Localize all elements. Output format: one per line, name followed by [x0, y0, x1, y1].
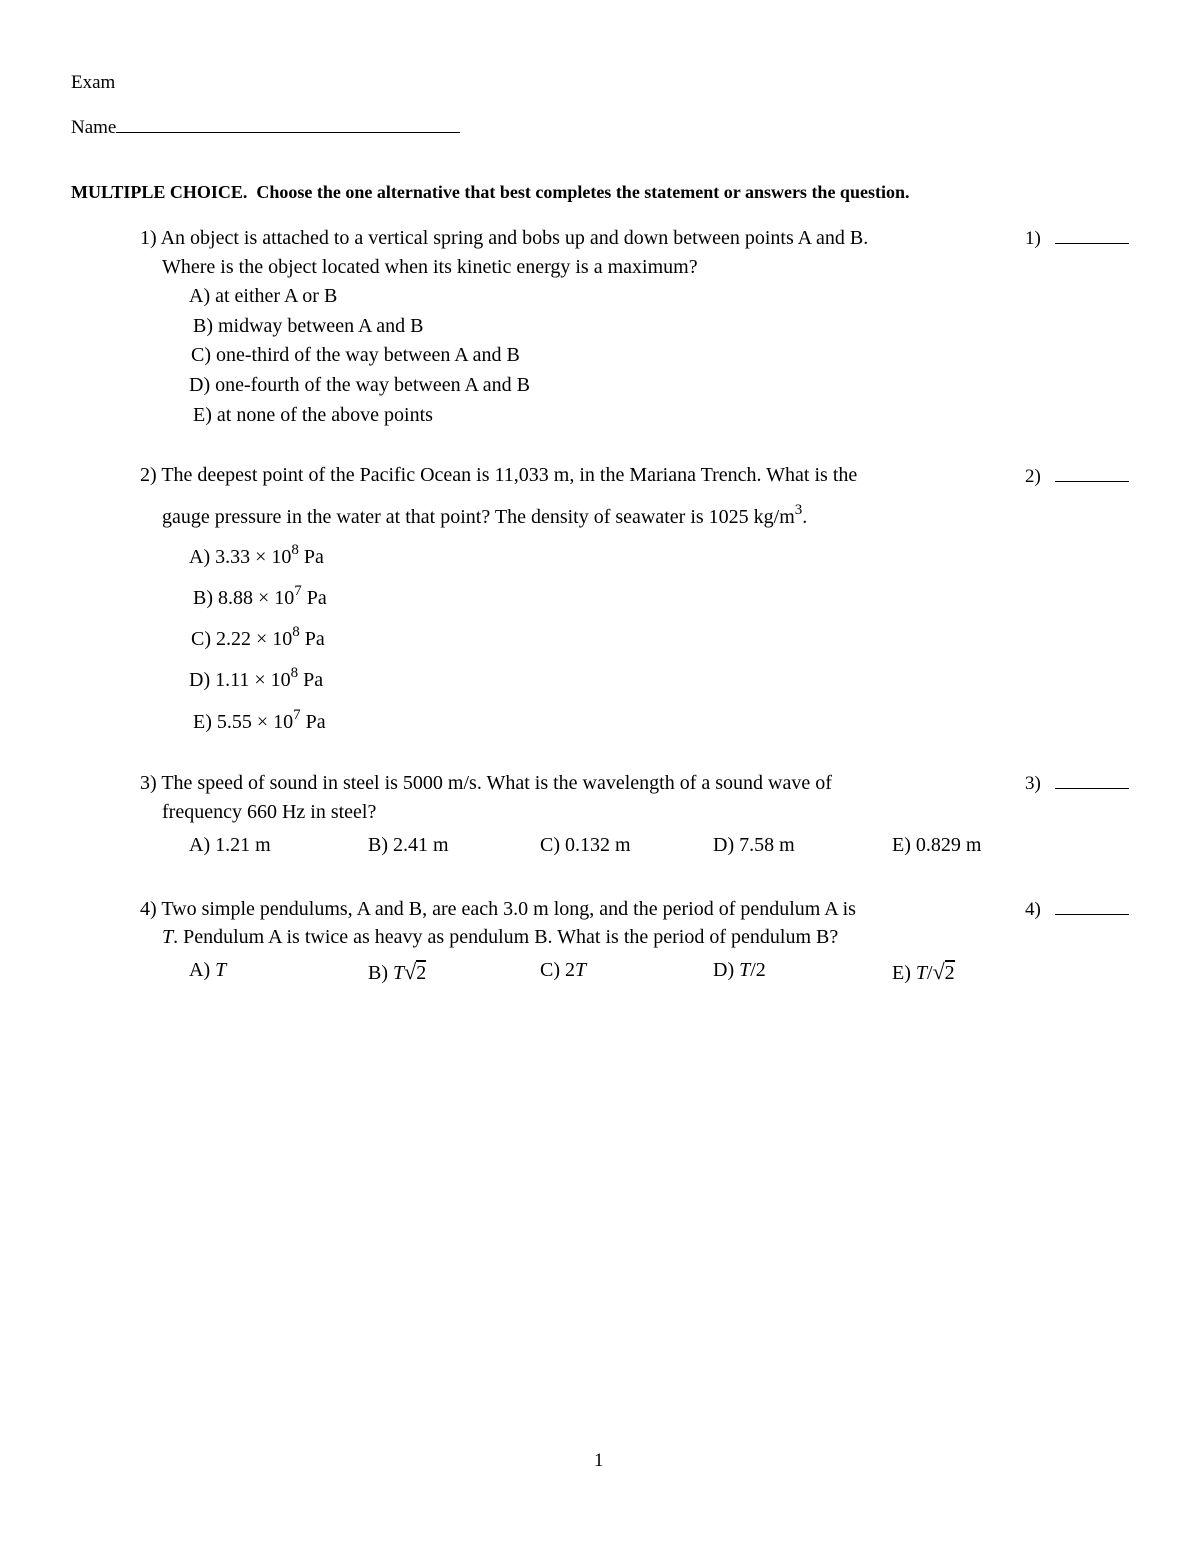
option[interactable]: C) 0.132 m: [540, 834, 631, 856]
question-2-line-2: gauge pressure in the water at that point? The density of seawater is 1025 $kg/m^3$.: [162, 502, 808, 528]
question-2-line-1: [140, 464, 857, 487]
option[interactable]: D) $1.11 \times 10^8$ Pa: [189, 665, 324, 691]
answer-number: 2): [1025, 466, 1041, 487]
question-number: 2): [140, 464, 157, 486]
sqrt-symbol: √2: [404, 959, 427, 984]
answer-slot-4[interactable]: [1025, 899, 1129, 921]
answer-number: 3): [1025, 773, 1041, 794]
option[interactable]: C) one-third of the way between A and B: [191, 344, 520, 366]
option[interactable]: E) T/√2: [892, 959, 955, 984]
question-1-line-2: Where is the object located when its kinetic energy is a maximum?: [162, 256, 698, 278]
answer-blank[interactable]: [1055, 774, 1129, 789]
exam-label: Exam: [71, 72, 116, 93]
page-number: 1: [594, 1450, 604, 1471]
question-3-line-1: [140, 772, 832, 795]
section-title: MULTIPLE CHOICE.: [71, 182, 248, 202]
option[interactable]: E) $5.55 \times 10^7$ Pa: [193, 707, 326, 733]
instructions-text: Choose the one alternative that best completes the statement or answers the question.: [256, 182, 910, 202]
name-field: [71, 114, 460, 139]
option[interactable]: B) midway between A and B: [193, 315, 424, 337]
answer-slot-1[interactable]: [1025, 228, 1129, 250]
name-label: Name: [71, 117, 117, 138]
option[interactable]: E) 0.829 m: [892, 834, 982, 856]
option[interactable]: B) 2.41 m: [368, 834, 449, 856]
question-4-line-2: T. Pendulum A is twice as heavy as pendulum B. What is the period of pendulum B?: [162, 926, 839, 948]
option[interactable]: D) T/2: [713, 959, 766, 981]
answer-blank[interactable]: [1055, 900, 1129, 915]
option[interactable]: A) at either A or B: [189, 285, 338, 307]
question-stem: Two simple pendulums, A and B, are each 3.0 m long, and the period of pendulum A is: [161, 898, 856, 920]
option[interactable]: A) $3.33 \times 10^8$ Pa: [189, 542, 324, 568]
question-stem: An object is attached to a vertical spring and bobs up and down between points A and B.: [160, 227, 869, 249]
question-number: 3): [140, 772, 157, 794]
option[interactable]: A) 1.21 m: [189, 834, 271, 856]
option[interactable]: D) one-fourth of the way between A and B: [189, 374, 531, 396]
question-1-line-1: [140, 227, 868, 250]
question-number: 4): [140, 898, 157, 920]
option[interactable]: C) $2.22 \times 10^8$ Pa: [191, 624, 325, 650]
question-number: 1): [140, 227, 157, 249]
answer-blank[interactable]: [1055, 467, 1129, 482]
name-blank-line[interactable]: [116, 114, 460, 133]
question-4-line-1: [140, 898, 856, 921]
answer-number: 1): [1025, 228, 1041, 249]
answer-slot-3[interactable]: [1025, 773, 1129, 795]
answer-blank[interactable]: [1055, 229, 1129, 244]
option[interactable]: A) T: [189, 959, 227, 981]
answer-slot-2[interactable]: [1025, 466, 1129, 488]
option[interactable]: C) 2T: [540, 959, 587, 981]
option[interactable]: E) at none of the above points: [193, 404, 433, 426]
section-instructions: [71, 182, 909, 203]
question-stem: The speed of sound in steel is 5000 m/s. What is the wavelength of a sound wave of: [161, 772, 832, 794]
answer-number: 4): [1025, 899, 1041, 920]
question-stem: The deepest point of the Pacific Ocean is 11,033 m, in the Mariana Trench. What is the: [161, 464, 858, 486]
option[interactable]: B) $8.88 \times 10^7$ Pa: [193, 583, 327, 609]
option[interactable]: B) T√2: [368, 959, 427, 984]
option[interactable]: D) 7.58 m: [713, 834, 795, 856]
question-3-line-2: frequency 660 Hz in steel?: [162, 801, 377, 823]
sqrt-symbol: √2: [932, 959, 955, 984]
